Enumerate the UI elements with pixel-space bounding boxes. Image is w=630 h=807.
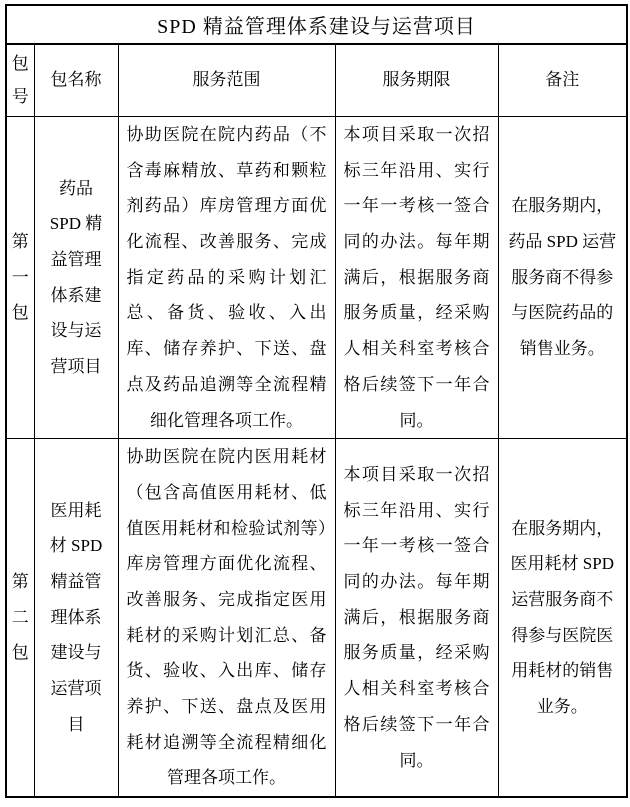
table-row-package-2 xyxy=(6,439,627,797)
package-1-service-scope: 协助医院在院内药品（不含毒麻精放、草药和颗粒剂药品）库房管理方面优化流程、改善服务、完成指定药品的采购计划汇总、备货、验收、入出库、储存养护、下送、盘点及药品追溯等全流程精细化管理各项工作。 xyxy=(118,117,335,439)
column-header-remarks: 备注 xyxy=(498,44,627,117)
column-header-service-scope: 服务范围 xyxy=(118,44,335,117)
package-1-service-period: 本项目采取一次招标三年沿用、实行一年一考核一签合同的办法。每年期满后，根据服务商服务质量，经采购人相关科室考核合格后续签下一年合同。 xyxy=(335,117,498,439)
package-1-name: 药品 SPD 精益管理体系建设与运营项目 xyxy=(34,117,118,439)
header-row xyxy=(6,44,627,117)
title-row xyxy=(6,5,627,44)
package-2-remarks: 在服务期内，医用耗材 SPD 运营服务商不得参与医院医用耗材的销售业务。 xyxy=(498,439,627,797)
package-1-remarks: 在服务期内，药品 SPD 运营服务商不得参与医院药品的销售业务。 xyxy=(498,117,627,439)
package-1-number: 第一包 xyxy=(6,117,34,439)
column-header-package-name: 包名称 xyxy=(34,44,118,117)
spd-project-table xyxy=(5,4,628,798)
column-header-service-period: 服务期限 xyxy=(335,44,498,117)
table-row-package-1 xyxy=(6,117,627,439)
package-2-name: 医用耗材 SPD 精益管理体系建设与运营项目 xyxy=(34,439,118,797)
package-2-number: 第二包 xyxy=(6,439,34,797)
package-2-service-period: 本项目采取一次招标三年沿用、实行一年一考核一签合同的办法。每年期满后，根据服务商服务质量，经采购人相关科室考核合格后续签下一年合同。 xyxy=(335,439,498,797)
column-header-package-no: 包号 xyxy=(6,44,34,117)
package-2-service-scope: 协助医院在院内医用耗材（包含高值医用耗材、低值医用耗材和检验试剂等）库房管理方面优化流程、改善服务、完成指定医用耗材的采购计划汇总、备货、验收、入出库、储存养护、下送、盘点及医用耗材追溯等全流程精细化管理各项工作。 xyxy=(118,439,335,797)
table-title: SPD 精益管理体系建设与运营项目 xyxy=(6,5,627,44)
